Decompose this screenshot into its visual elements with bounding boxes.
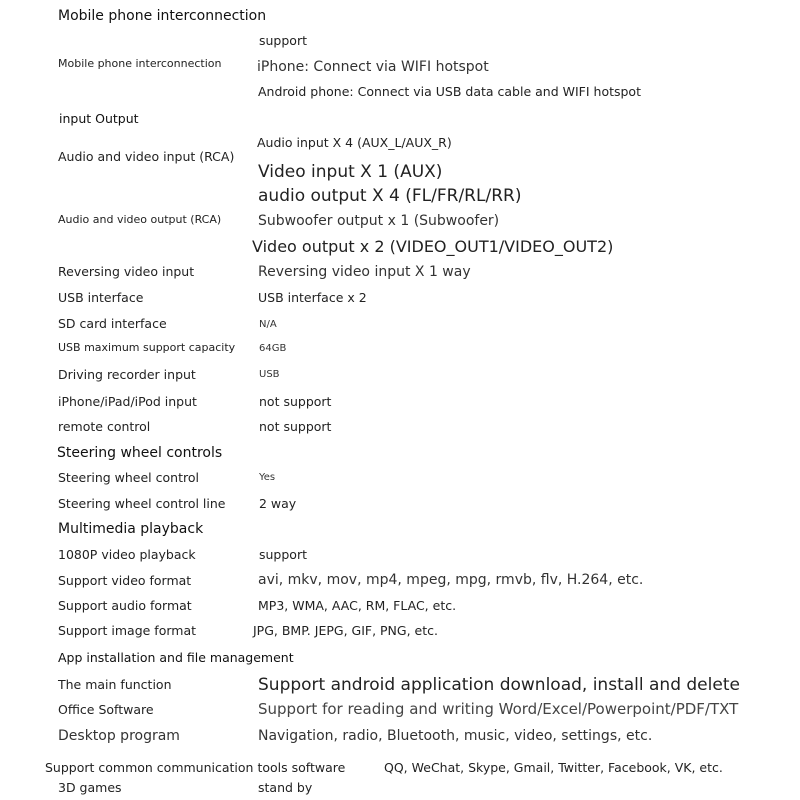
spec-value: not support <box>259 394 332 409</box>
spec-value: MP3, WMA, AAC, RM, FLAC, etc. <box>258 598 457 613</box>
spec-value: Support android application download, install and delete <box>258 675 740 695</box>
spec-value: Support for reading and writing Word/Excel/Powerpoint/PDF/TXT <box>258 700 739 718</box>
spec-label: Support image format <box>58 623 197 638</box>
section-title-apps: App installation and file management <box>58 650 294 665</box>
spec-value: iPhone: Connect via WIFI hotspot <box>257 59 489 75</box>
spec-value: QQ, WeChat, Skype, Gmail, Twitter, Facebook, VK, etc. <box>384 760 723 775</box>
section-title-mobile: Mobile phone interconnection <box>58 8 267 24</box>
spec-value: Subwoofer output x 1 (Subwoofer) <box>258 213 500 229</box>
section-title-io: input Output <box>59 111 139 126</box>
spec-value: support <box>259 33 307 48</box>
spec-label: The main function <box>58 677 172 692</box>
spec-label: Support video format <box>58 573 192 588</box>
spec-value: Reversing video input X 1 way <box>258 264 471 280</box>
spec-label: Steering wheel control line <box>58 496 226 511</box>
spec-value: stand by <box>258 780 313 795</box>
spec-label: 1080P video playback <box>58 547 196 562</box>
spec-value: USB interface x 2 <box>258 290 367 305</box>
spec-value: USB <box>259 369 280 380</box>
spec-label: USB interface <box>58 290 144 305</box>
spec-label: 3D games <box>58 780 122 795</box>
spec-label: Support audio format <box>58 598 192 613</box>
spec-value: not support <box>259 419 332 434</box>
spec-label: SD card interface <box>58 316 167 331</box>
spec-value: Audio input X 4 (AUX_L/AUX_R) <box>257 135 452 150</box>
spec-value: support <box>259 547 307 562</box>
spec-value: audio output X 4 (FL/FR/RL/RR) <box>258 186 522 206</box>
spec-value: JPG, BMP. JEPG, GIF, PNG, etc. <box>253 623 438 638</box>
section-title-multimedia: Multimedia playback <box>58 521 204 537</box>
spec-label: iPhone/iPad/iPod input <box>58 394 197 409</box>
spec-value: 64GB <box>259 343 287 354</box>
spec-value: N/A <box>259 319 277 330</box>
spec-label: Desktop program <box>58 728 180 744</box>
spec-value: Video output x 2 (VIDEO_OUT1/VIDEO_OUT2) <box>252 237 614 256</box>
spec-value: 2 way <box>259 496 297 511</box>
spec-label: Driving recorder input <box>58 367 196 382</box>
spec-value: Android phone: Connect via USB data cable and WIFI hotspot <box>258 84 641 99</box>
spec-label: Audio and video input (RCA) <box>58 149 235 164</box>
spec-label: Mobile phone interconnection <box>58 57 222 70</box>
spec-label: Office Software <box>58 702 154 717</box>
spec-label: Support common communication tools software <box>45 760 346 775</box>
spec-value: Video input X 1 (AUX) <box>258 162 443 182</box>
spec-label: Reversing video input <box>58 264 195 279</box>
spec-label: remote control <box>58 419 151 434</box>
spec-value: Navigation, radio, Bluetooth, music, video, settings, etc. <box>258 728 653 744</box>
spec-label: USB maximum support capacity <box>58 341 236 354</box>
spec-value: avi, mkv, mov, mp4, mpeg, mpg, rmvb, flv, H.264, etc. <box>258 572 644 588</box>
spec-value: Yes <box>259 472 276 483</box>
spec-label: Steering wheel control <box>58 470 199 485</box>
section-title-steering: Steering wheel controls <box>57 445 223 461</box>
spec-label: Audio and video output (RCA) <box>58 213 222 226</box>
